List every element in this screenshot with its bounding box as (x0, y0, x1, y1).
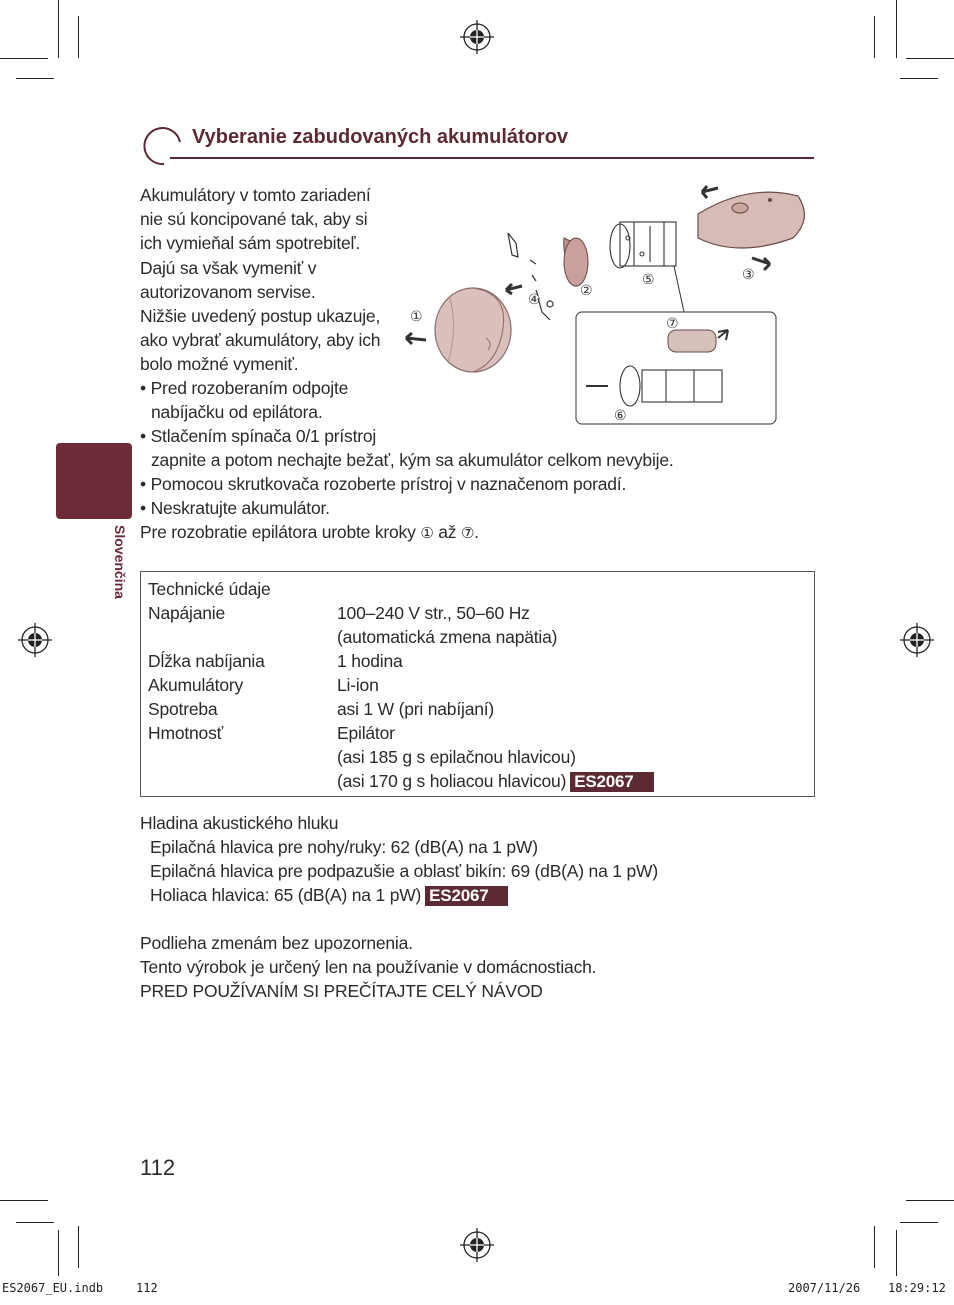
epilator-head-drawing (435, 288, 511, 372)
note-line: Podlieha zmenám bez upozornenia. (140, 933, 413, 953)
spec-value: Li-ion (337, 675, 379, 695)
spec-value: asi 1 W (pri nabíjaní) (337, 699, 495, 719)
step-label-1: ① (410, 308, 423, 324)
language-tab (56, 443, 132, 519)
noise-line: Holiaca hlavica: 65 (dB(A) na 1 pW) (150, 885, 422, 905)
step-label-7: ⑦ (666, 315, 679, 331)
crop-mark (874, 16, 875, 58)
bullet-line: • Pred rozoberaním odpojte (140, 378, 349, 398)
spec-label: Napájanie (148, 603, 226, 623)
bullet-line: • Stlačením spínača 0/1 prístroj (140, 426, 377, 446)
intro-line: autorizovanom servise. (140, 282, 316, 302)
model-badge: ES2067 (570, 772, 653, 792)
crop-mark (78, 1226, 79, 1268)
step-from-label: ① (420, 525, 434, 542)
bullet-continuation: nabíjačku od epilátora. (151, 402, 323, 422)
spec-title: Technické údaje (148, 579, 271, 599)
disassembly-diagram (398, 178, 814, 430)
footer-page: 112 (136, 1281, 158, 1295)
spec-label: Dĺžka nabíjania (148, 651, 265, 671)
step-to-label: ⑦ (461, 525, 475, 542)
spec-value: 100–240 V str., 50–60 Hz (337, 603, 530, 623)
crop-mark (58, 0, 59, 58)
heading-hook-icon (140, 126, 184, 170)
gear-part-drawing (564, 238, 588, 286)
intro-line: bolo možné vymeniť. (140, 354, 299, 374)
crop-mark (900, 1222, 938, 1223)
crop-mark (78, 16, 79, 58)
crop-mark (906, 1200, 954, 1201)
step-label-4: ④ (528, 291, 541, 307)
noise-line-with-badge (150, 883, 508, 907)
crop-mark (58, 1230, 59, 1276)
registration-mark-icon (900, 623, 934, 657)
heading-rule (170, 157, 814, 159)
language-label: Slovenčina (112, 525, 128, 599)
footer-file: ES2067_EU.indb (2, 1281, 104, 1295)
noise-line: Epilačná hlavica pre nohy/ruky: 62 (dB(A) na 1 pW) (150, 837, 538, 857)
noise-line: Epilačná hlavica pre podpazušie a oblasť bikín: 69 (dB(A) na 1 pW) (150, 861, 658, 881)
noise-title: Hladina akustického hluku (140, 813, 339, 833)
spec-value: (asi 170 g s holiacou hlavicou) (337, 771, 567, 791)
model-badge: ES2067 (425, 886, 508, 906)
step-label-6: ⑥ (614, 407, 627, 423)
registration-mark-icon (460, 20, 494, 54)
spec-value: 1 hodina (337, 651, 403, 671)
motor-body-drawing (610, 222, 676, 268)
crop-mark (906, 58, 954, 59)
spec-label: Akumulátory (148, 675, 244, 695)
crop-mark (0, 1200, 48, 1201)
page-number: 112 (140, 1155, 176, 1180)
crop-mark (874, 1226, 875, 1268)
bullet-continuation: zapnite a potom nechajte bežať, kým sa akumulátor celkom nevybije. (151, 450, 674, 470)
steps-middle: až (438, 522, 457, 542)
registration-mark-icon (460, 1228, 494, 1262)
registration-mark-icon (18, 623, 52, 657)
spec-label: Hmotnosť (148, 723, 223, 743)
intro-line: Akumulátory v tomto zariadení (140, 185, 371, 205)
arrow-icon (702, 186, 718, 198)
step-label-5: ⑤ (642, 271, 655, 287)
steps-suffix: . (474, 522, 479, 542)
footer-date: 2007/11/26 (788, 1281, 861, 1295)
arrow-icon (752, 258, 770, 270)
spec-value-with-badge (337, 769, 654, 793)
crop-mark (16, 1222, 54, 1223)
intro-line: ako vybrať akumulátory, aby ich (140, 330, 381, 350)
step-label-3: ③ (742, 266, 755, 282)
intro-line: Nižšie uvedený postup ukazuje, (140, 306, 381, 326)
spec-value: Epilátor (337, 723, 395, 743)
bullet-line: • Pomocou skrutkovača rozoberte prístroj v naznačenom poradí. (140, 474, 627, 494)
bullet-line: • Neskratujte akumulátor. (140, 498, 330, 518)
section-heading: Vyberanie zabudovaných akumulátorov (192, 126, 569, 148)
arrow-icon (406, 333, 426, 344)
intro-line: Dajú sa však vymeniť v (140, 258, 317, 278)
crop-mark (0, 58, 48, 59)
spec-label: Spotreba (148, 699, 218, 719)
footer-time: 18:29:12 (888, 1281, 946, 1295)
spec-value: (automatická zmena napätia) (337, 627, 558, 647)
step-label-2: ② (580, 282, 593, 298)
crop-mark (896, 0, 897, 58)
steps-prefix: Pre rozobratie epilátora urobte kroky (140, 522, 416, 542)
note-line: Tento výrobok je určený len na používanie v domácnostiach. (140, 957, 597, 977)
note-line: PRED POUŽÍVANÍM SI PREČÍTAJTE CELÝ NÁVOD (140, 981, 543, 1001)
intro-line: ich vymieňal sám spotrebiteľ. (140, 233, 361, 253)
steps-line (140, 520, 479, 546)
crop-mark (16, 78, 54, 79)
crop-mark (900, 78, 938, 79)
spec-value: (asi 185 g s epilačnou hlavicou) (337, 747, 576, 767)
crop-mark (896, 1230, 897, 1276)
housing-drawing (698, 192, 804, 248)
intro-line: nie sú koncipované tak, aby si (140, 209, 368, 229)
leader-line (674, 266, 684, 312)
arrow-icon (506, 284, 522, 294)
